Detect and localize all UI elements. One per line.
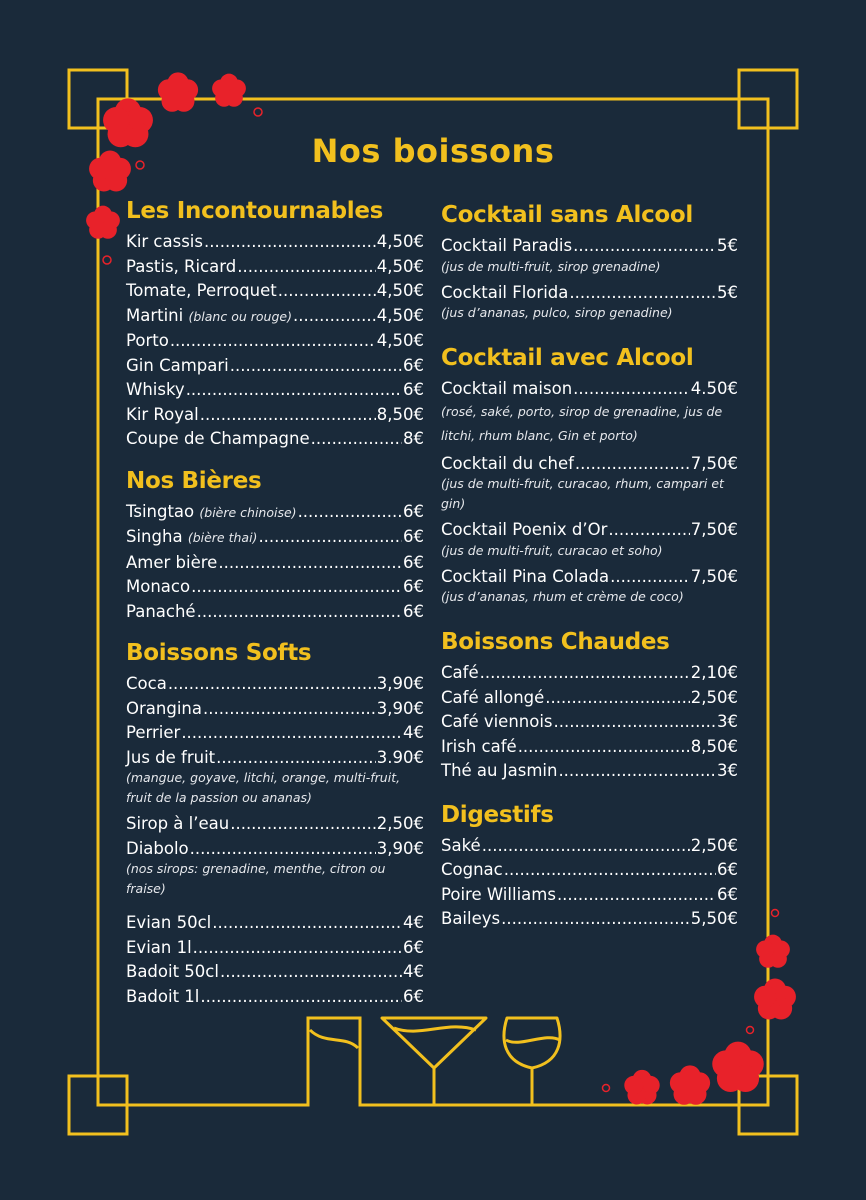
menu-item: Whisky ..... 6€ — [126, 378, 424, 403]
item-description: (jus d’ananas, pulco, sirop genadine) — [441, 305, 673, 320]
menu-item: Martini (blanc ou rouge) ..... 4,50€ — [126, 304, 424, 330]
menu-item: Badoit 50cl ..... 4€ — [126, 960, 424, 985]
menu-item: Kir cassis ..... 4,50€ — [126, 230, 424, 255]
menu-item: Panaché ..... 6€ — [126, 600, 424, 625]
menu-item: Pastis, Ricard ..... 4,50€ — [126, 255, 424, 280]
menu-item: Cocktail Poenix d’Or ..... 7,50€ — [441, 518, 738, 543]
menu-item: Coupe de Champagne ..... 8€ — [126, 427, 424, 452]
page-title: Nos boissons — [311, 132, 555, 170]
menu-item: Saké ..... 2,50€ — [441, 834, 738, 859]
item-description: (mangue, goyave, litchi, orange, multi-fruit, fruit de la passion ou ananas) — [126, 770, 401, 805]
menu-item: Jus de fruit ..... 3.90€ — [126, 746, 424, 771]
flower-icon — [670, 1065, 710, 1104]
menu-item: Evian 50cl ..... 4€ — [126, 911, 424, 936]
menu-item: Cocktail du chef ..... 7,50€ — [441, 452, 738, 477]
menu-item: Café ..... 2,10€ — [441, 661, 738, 686]
left-column — [126, 196, 424, 1009]
menu-item: Café allongé ..... 2,50€ — [441, 686, 738, 711]
menu-item: Tsingtao (bière chinoise) ..... 6€ — [126, 500, 424, 526]
menu-item: Porto ..... 4,50€ — [126, 329, 424, 354]
item-description: (jus de multi-fruit, curacao et soho) — [441, 542, 663, 558]
right-column — [441, 200, 738, 932]
menu-item: Amer bière ..... 6€ — [126, 551, 424, 576]
menu-item: Irish café ..... 8,50€ — [441, 735, 738, 760]
menu-item: Singha (bière thai) ..... 6€ — [126, 525, 424, 551]
menu-item: Poire Williams ..... 6€ — [441, 883, 738, 908]
item-description: (jus de multi-fruit, sirop grenadine) — [441, 258, 661, 274]
menu-item: Tomate, Perroquet ..... 4,50€ — [126, 279, 424, 304]
section-title-softs: Boissons Softs — [126, 640, 312, 666]
wine-glass-icon — [504, 1018, 560, 1105]
menu-item: Baileys ..... 5,50€ — [441, 907, 738, 932]
section-title-bieres: Nos Bières — [126, 467, 262, 494]
flower-icon — [86, 206, 120, 239]
flower-icon — [712, 1042, 764, 1092]
flower-icon — [624, 1070, 659, 1105]
item-description: (jus d’ananas, rhum et crème de coco) — [441, 589, 684, 604]
flower-icon — [158, 72, 198, 111]
menu-item: Orangina ..... 3,90€ — [126, 697, 424, 722]
menu-item: Cocktail maison ..... 4.50€ — [441, 377, 738, 402]
flower-icon — [212, 74, 246, 107]
section-title-avec-alcool: Cocktail avec Alcool — [441, 345, 694, 371]
section-title-incontournables: Les Incontournables — [126, 198, 384, 224]
menu-item: Perrier ..... 4€ — [126, 721, 424, 746]
section-title-sans-alcool: Cocktail sans Alcool — [441, 202, 693, 228]
menu-item: Thé au Jasmin ..... 3€ — [441, 759, 738, 784]
menu-item: Evian 1l ..... 6€ — [126, 936, 424, 961]
highball-glass-icon — [310, 1030, 358, 1048]
flower-icon — [754, 979, 796, 1020]
menu-item: Monaco ..... 6€ — [126, 575, 424, 600]
menu-item: Coca ..... 3,90€ — [126, 672, 424, 697]
flower-icon — [756, 935, 790, 968]
menu-item: Cocktail Florida ..... 5€ — [441, 281, 738, 306]
menu-item: Kir Royal ..... 8,50€ — [126, 403, 424, 428]
menu-item: Badoit 1l ..... 6€ — [126, 985, 424, 1010]
item-description: (jus de multi-fruit, curacao, rhum, campari et gin) — [441, 476, 724, 511]
menu-item: Cocktail Pina Colada ..... 7,50€ — [441, 565, 738, 590]
section-title-digestifs: Digestifs — [441, 801, 554, 828]
item-description: (nos sirops: grenadine, menthe, citron ou fraise) — [126, 861, 386, 896]
menu-item: Cocktail Paradis ..... 5€ — [441, 234, 738, 259]
menu-item: Gin Campari ..... 6€ — [126, 354, 424, 379]
menu-item: Cognac ..... 6€ — [441, 858, 738, 883]
menu-item: Café viennois ..... 3€ — [441, 710, 738, 735]
menu-item: Diabolo ..... 3,90€ — [126, 837, 424, 862]
menu-item: Sirop à l’eau ..... 2,50€ — [126, 812, 424, 837]
item-description: (rosé, saké, porto, sirop de grenadine, jus de litchi, rhum blanc, Gin et porto) — [441, 403, 723, 443]
martini-glass-icon — [382, 1018, 486, 1105]
section-title-chaudes: Boissons Chaudes — [441, 629, 670, 655]
